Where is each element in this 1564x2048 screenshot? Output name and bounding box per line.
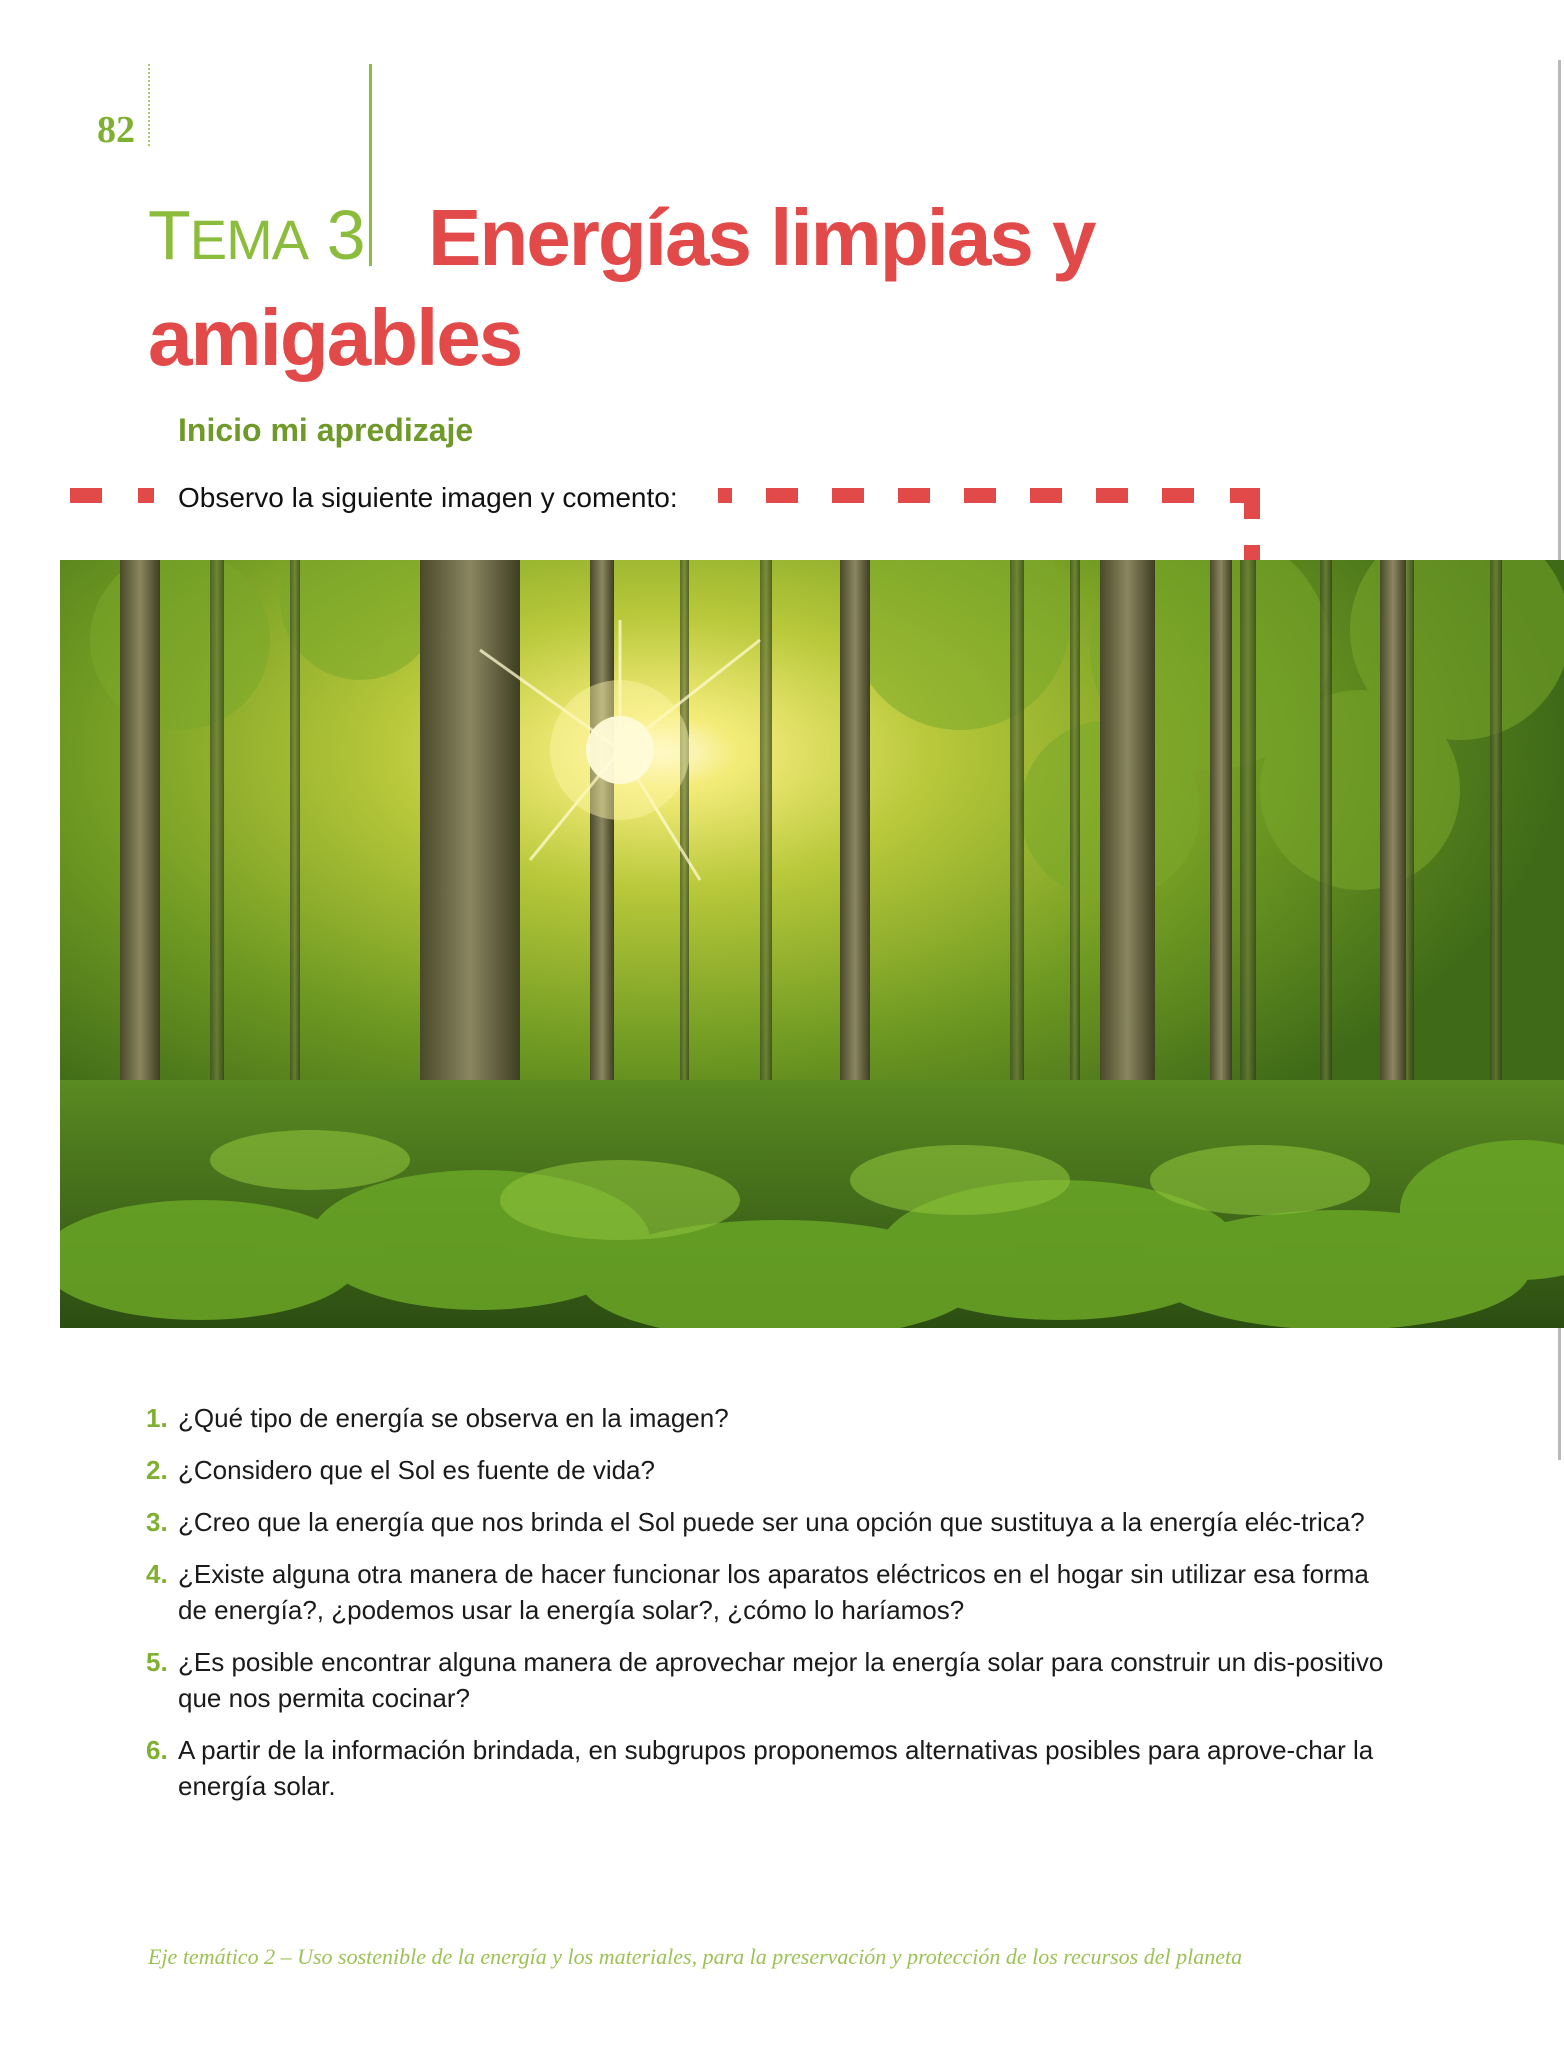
question-text: ¿Creo que la energía que nos brinda el Sol puede ser una opción que sustituya a la energía eléc-trica? [178, 1507, 1365, 1537]
tema-initial: T [148, 196, 190, 274]
page-number: 82 [97, 109, 135, 151]
tema-rest: EMA [189, 208, 309, 271]
question-text: ¿Existe alguna otra manera de hacer funcionar los aparatos eléctricos en el hogar sin utilizar esa forma de energía?, ¿podemos usar la energía solar?, ¿cómo lo haríamos? [178, 1559, 1369, 1625]
list-item [146, 1504, 1386, 1540]
footer-caption: Eje temático 2 – Uso sostenible de la energía y los materiales, para la preservación y protección de los recursos del planeta [148, 1944, 1243, 1969]
list-item [146, 1556, 1386, 1628]
dotted-divider [148, 64, 150, 146]
question-number: 3. [146, 1507, 168, 1537]
question-number: 1. [146, 1403, 168, 1433]
question-number: 2. [146, 1455, 168, 1485]
list-item [146, 1732, 1386, 1804]
tema-number: 3 [326, 196, 365, 274]
question-text: ¿Considero que el Sol es fuente de vida? [178, 1455, 655, 1485]
question-text: ¿Es posible encontrar alguna manera de aprovechar mejor la energía solar para construir un dis-positivo que nos permita cocinar? [178, 1647, 1384, 1713]
forest-sunlight-photo [60, 560, 1564, 1328]
question-text: ¿Qué tipo de energía se observa en la imagen? [178, 1403, 729, 1433]
question-number: 5. [146, 1647, 168, 1677]
page-title-line-2: amigables [148, 293, 522, 382]
question-list [146, 1400, 1386, 1820]
page-title-line-1: Energías limpias y [428, 193, 1095, 282]
section-subheading: Inicio mi apredizaje [178, 412, 474, 448]
question-number: 6. [146, 1735, 168, 1765]
tema-label [148, 196, 365, 274]
question-number: 4. [146, 1559, 168, 1589]
list-item [146, 1400, 1386, 1436]
list-item [146, 1452, 1386, 1488]
question-text: A partir de la información brindada, en subgrupos proponemos alternativas posibles para aprove-char la energía solar. [178, 1735, 1374, 1801]
instruction-text: Observo la siguiente imagen y comento: [178, 482, 678, 513]
list-item [146, 1644, 1386, 1716]
vertical-divider [369, 64, 372, 266]
